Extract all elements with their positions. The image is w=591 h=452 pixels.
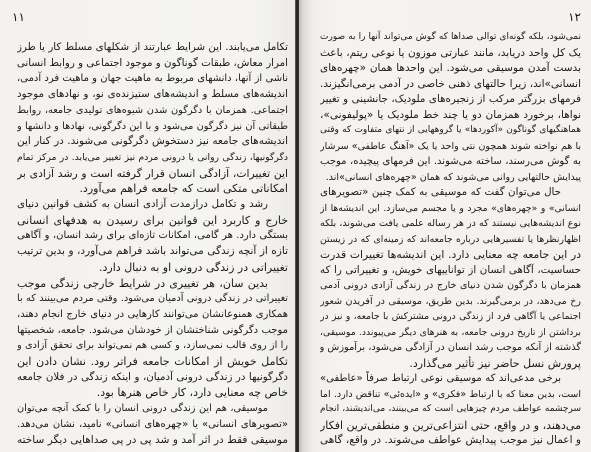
text-line: خارج و کاربرد این قوانین برای رسیدن به هدفهای انسانی <box>17 213 288 227</box>
right-page <box>299 0 591 452</box>
page-number: ۱۲ <box>568 10 581 24</box>
text-line: اجتماعی یا آگاهی فرد از زندگی درونی مشترکش با جامعه، و نیز در <box>320 311 581 322</box>
text-line: خاص چه معنایی دارد، کار خاص هنرها بود. <box>96 386 288 400</box>
text-line: تازه از آنچه زندگی می‌تواند باشد فراهم می‌آورد، و بدین ترتیب <box>17 245 288 258</box>
text-line: و اعمال نیز موجب پیدایش عواطف می‌شوند. در واقع، گاهی <box>320 434 581 446</box>
text-line: دگرگونیها در زندگی درونی آدمیان، و اینکه زندگی در فلان جامعه <box>17 370 288 383</box>
text-line: تغییراتی در زندگی درونی آدمیان می‌شود. وقتی مردم می‌بینند که با <box>17 293 288 305</box>
text-line: امکاناتی متکی است که جامعه فراهم می‌آورد. <box>79 182 288 196</box>
text-line: این تغییرات، آزادگی انسان قرار گرفته است و رشد آزادی بر <box>17 166 288 180</box>
text-line: برداشتن از تاریخ درونی جامعه، به هنرهای دیگر می‌پیوندد. موسیقی، <box>320 326 581 338</box>
text-line: انسانی»اند، زیرا حالتهای ذهنی خاصی در آدمی برمی‌انگیزند. <box>320 77 581 90</box>
text-line: نوع اندیشه‌هایی نیستند که در هر رساله علمی یافت می‌شوند، بلکه <box>320 218 581 229</box>
text-line: در این جامعه چه معنایی دارد. این اندیشه‌ها تغییرات قدرت <box>320 248 581 261</box>
paragraph <box>320 185 581 371</box>
text-line: اندیشه‌های مسلط و اندیشه‌های ستیزنده‌ی نو، و نهادهای موجود <box>17 88 288 101</box>
text-line: بدین سان، هر تغییری در شرایط خارجی زندگی موجب <box>17 276 268 290</box>
text-line: تکامل می‌یابند. این شرایط عبارتند از شکلهای مسلط کار یا طرز <box>17 41 288 53</box>
paragraph <box>320 371 581 449</box>
text-line: انسانی» و «چهره‌های» مجرد و یا مجسم می‌سازد. این اندیشه‌ها از <box>320 202 581 214</box>
text-line: امرار معاش، طبقات گوناگون و موجود اجتماعی و روابط انسانی <box>17 56 288 69</box>
text-line: موسیقی فقط در اثر آمد و شد پی در پی صداهایی دیگر ساخته <box>17 433 288 446</box>
text-line: حال می‌توان گفت که موسیقی به کمک چنین «تصویرهای <box>320 186 561 198</box>
text-line: نمی‌شود، بلکه گونه‌ای توالی صداها که گوش می‌تواند آنها را به صورت <box>320 32 581 42</box>
text-line: همکاری همنوعانشان می‌توانند کارهایی در دنیای خارج انجام دهند، <box>17 308 288 320</box>
paragraph <box>17 276 288 402</box>
text-line: موجب دگرگونی شناختشان از خودشان می‌شود. جامعه، شخصیتها <box>17 324 288 336</box>
text-line: اجتماعی. همزمان با دگرگون شدن شیوه‌های تولیدی جامعه، روابط <box>17 104 288 116</box>
text-line: یک کل واحد دریابد، مانند عبارتی موزون یا نوعی ریتم، باعث <box>320 46 581 59</box>
text-line: است، بدین معنا که با ارتباط «فکری» و «ایده‌ئی» تناقض دارد. اما <box>320 388 581 400</box>
text-line: حساسیت، آگاهی انسان از تواناییهای خویش، و تغییراتی را که <box>320 263 581 276</box>
text-line: همزمان با دگرگون شدن دنیای خارج در زندگی آزادی درونی آدمی <box>320 280 581 291</box>
text-line: را از روی قالب نمی‌سازد، و کسی هم نمی‌تواند برای تحقق آزادی و <box>17 340 288 352</box>
text-line: تغییراتی در زندگی درونی او به دنبال دارد. <box>99 260 288 274</box>
text-line: می‌دهند، و در واقع، حتی انتزاعی‌ترین و منطقی‌ترین افکار <box>320 418 581 432</box>
text-line: برخی مدعی‌اند که موسیقی نوعی ارتباط صرفاً «عاطفی» <box>320 373 561 384</box>
text-line: «تصویرهای انسانی» یا «چهره‌های انسانی» نامید، نشان می‌دهد. <box>17 418 288 430</box>
text-line: موسیقی، هم این زندگی درونی انسان را با کمک آنچه می‌توان <box>17 403 268 415</box>
text-line: ناشی از آنها، دانشهای مربوط به ماهیت جهان و ماهیت فرد آدمی، <box>17 73 288 85</box>
text-line: بستگی دارد. هر گامی، امکانات تازه‌ای برای رشد انسان، و آگاهی <box>17 230 288 242</box>
paragraph <box>17 401 288 448</box>
text-line: طبقاتی آن نیز دگرگون می‌شود و با این دگرگونی، نهادها و دانشها و <box>17 120 288 132</box>
text-line: فرمهای بزرگتر مرکب از زنجیره‌های ملودیک، جانشینی و تغییر <box>320 93 581 105</box>
text-line: رخ می‌دهد، در برمی‌گیرند. بدین طریق، موسیقی در آفریدن شعور <box>320 295 581 307</box>
text-line: پرورش نسل حاضر نیز تأثیر می‌گذارد. <box>409 356 581 370</box>
text-line: سرچشمه عواطف مردم چیزهایی است که می‌بینند، می‌اندیشند، انجام <box>320 404 581 414</box>
text-line: دگرگونیها، زندگی روانی یا درونی مردم نیز تغییر می‌یابد. در مرکز تمام <box>17 151 288 163</box>
text-line: اندیشه‌های جامعه نیز دستخوش دگرگونی می‌شوند. در کنار این <box>17 135 288 148</box>
page-number: ۱۱ <box>12 10 25 24</box>
text-line: تکامل خویش از امکانات جامعه فراتر رود. نشان دادن این <box>17 355 288 369</box>
paragraph <box>17 197 288 276</box>
text-line: هماهنگیهای گوناگون «آکوردها» یا گروههایی از نتهای متفاوت که وقتی <box>320 125 581 135</box>
page-text-block <box>17 40 288 448</box>
text-line: رشد و تکامل درازمدت آزادی انسان به کشف قوانین دنیای <box>17 198 268 211</box>
text-line: پیدایش حالتهایی روانی می‌شوند که همان «چهره‌های انسانی»اند. <box>325 171 581 183</box>
text-line: گذشته از آنکه موجب رشد انسان در آزادگی می‌شود، برآموزش و <box>320 342 581 353</box>
page-text-block <box>320 30 581 449</box>
paragraph <box>320 30 581 185</box>
text-line: اظهارنظرها یا تفسیرهایی درباره جامعه‌اند که زمینه‌ای که در زیستن <box>320 233 581 245</box>
text-line: به گوش می‌رسند، ساخته می‌شوند. این فرمهای پیچیده، موجب <box>320 156 581 167</box>
text-line: بدست آمدن موسیقی می‌شود. این واحدها همان «چهره‌های <box>320 62 581 74</box>
text-line: نواها، برخورد همزمان دو یا چند خط ملودیک یا «پولیفونی»، <box>320 108 581 121</box>
paragraph <box>17 40 288 197</box>
text-line: با هم نواخته شوند همچون نتی واحد یا یک «آهنگ عاطفی» سرشار <box>320 140 581 152</box>
